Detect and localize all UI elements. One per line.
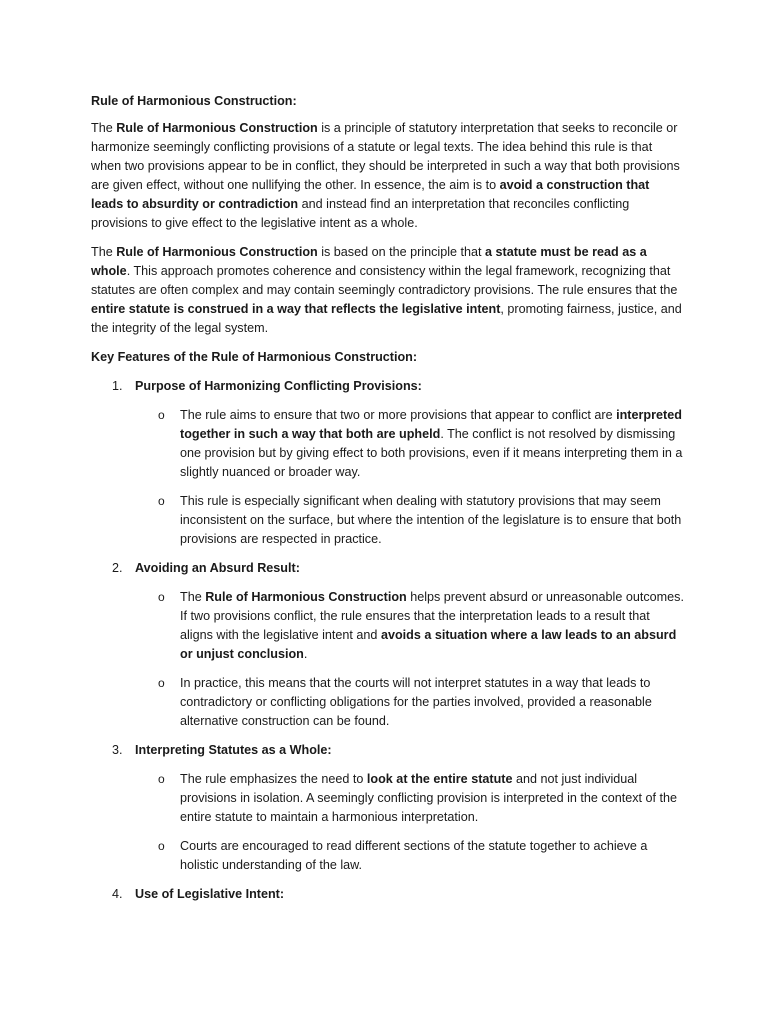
bullet-text [180,772,677,824]
intro-paragraph [91,119,684,233]
bullet-list [91,406,684,549]
text-run: Courts are encouraged to read different sections of the statute together to achieve a holistic understanding of the law. [180,839,648,872]
feature-title-text: Purpose of Harmonizing Conflicting Provisions: [135,379,422,393]
bullet-marker: o [158,494,165,508]
text-run: . [303,647,308,661]
text-run: . This approach promotes coherence and consistency within the legal framework, recognizing that statutes are often complex and may contain seemingly contradictory provisions. The rule ensures that the [91,264,678,297]
text-run: helps prevent absurd or unreasonable outcomes. If two provisions conflict, the rule ensures that the interpretation leads to a result that aligns with the legislative intent and [180,590,684,642]
intro-section [91,119,684,338]
bullet-list [91,770,684,875]
bullet-marker: o [158,408,165,422]
bold-text-run: avoids a situation where a law leads to an absurd or unjust conclusion [180,628,677,661]
text-run: The [91,121,117,135]
bullet-item [91,492,684,549]
bullet-text [180,408,682,479]
text-run: The [91,245,117,259]
bullet-text [180,494,681,546]
feature-title [91,741,684,760]
bold-text-run: look at the entire statute [366,772,513,786]
bullet-marker: o [158,772,165,786]
text-run: The rule emphasizes the need to [180,772,367,786]
text-run: This rule is especially significant when dealing with statutory provisions that may seem inconsistent on the surface, but where the intention of the legislature is to ensure that both provisions are respected in practice. [180,494,682,546]
bold-text-run: entire statute is construed in a way that reflects the legislative intent [91,302,501,316]
features-list [91,377,684,904]
bullet-marker: o [158,676,165,690]
feature-title [91,885,684,904]
text-run: The rule aims to ensure that two or more provisions that appear to conflict are [180,408,617,422]
feature-number: 1. [112,379,123,393]
feature-item [91,559,684,731]
bullet-marker: o [158,590,165,604]
feature-number: 4. [112,887,123,901]
text-run: In practice, this means that the courts will not interpret statutes in a way that leads to contradictory or conflicting obligations for the parties involved, provided a reasonable alternative construction can be found. [180,676,652,728]
feature-title [91,559,684,578]
bullet-text [180,676,652,728]
bold-text-run: a statute must be read as a whole [91,245,647,278]
feature-item [91,377,684,549]
bold-text-run: avoid a construction that leads to absurdity or contradiction [91,178,650,211]
feature-item [91,741,684,875]
feature-title-text: Avoiding an Absurd Result: [135,561,300,575]
bold-text-run: Rule of Harmonious Construction [116,245,318,259]
bullet-marker: o [158,839,165,853]
text-run: and instead find an interpretation that reconciles conflicting provisions to give effect to the legislative intent as a whole. [91,197,630,230]
text-run: is based on the principle that [317,245,486,259]
bold-text-run: Rule of Harmonious Construction [205,590,407,604]
feature-title [91,377,684,396]
text-run: , promoting fairness, justice, and the integrity of the legal system. [91,302,682,335]
bullet-item [91,770,684,827]
bold-text-run: Rule of Harmonious Construction [116,121,318,135]
features-heading: Key Features of the Rule of Harmonious Construction: [91,350,418,364]
bullet-list [91,588,684,731]
bullet-text [180,839,647,872]
bullet-item [91,674,684,731]
bullet-item [91,406,684,482]
text-run: The [180,590,206,604]
bullet-item [91,588,684,664]
document-title: Rule of Harmonious Construction: [91,94,297,108]
feature-number: 2. [112,561,123,575]
text-run: and not just individual provisions in isolation. A seemingly conflicting provision is interpreted in the context of the entire statute to maintain a harmonious interpretation. [180,772,678,824]
intro-paragraph [91,243,684,338]
feature-title-text: Interpreting Statutes as a Whole: [135,743,332,757]
text-run: is a principle of statutory interpretation that seeks to reconcile or harmonize seemingly conflicting provisions of a statute or legal texts. The idea behind this rule is that when two provisions appear to be in conflict, they should be interpreted in such a way that both provisions are given effect, without one nullifying the other. In essence, the aim is to [91,121,680,192]
bullet-text [180,590,684,661]
feature-title-text: Use of Legislative Intent: [135,887,285,901]
text-run: . The conflict is not resolved by dismissing one provision but by giving effect to both provisions, even if it means interpreting them in a slightly nuanced or broader way. [180,427,683,479]
feature-item [91,885,684,904]
bold-text-run: interpreted together in such a way that both are upheld [180,408,682,441]
bullet-item [91,837,684,875]
feature-number: 3. [112,743,123,757]
